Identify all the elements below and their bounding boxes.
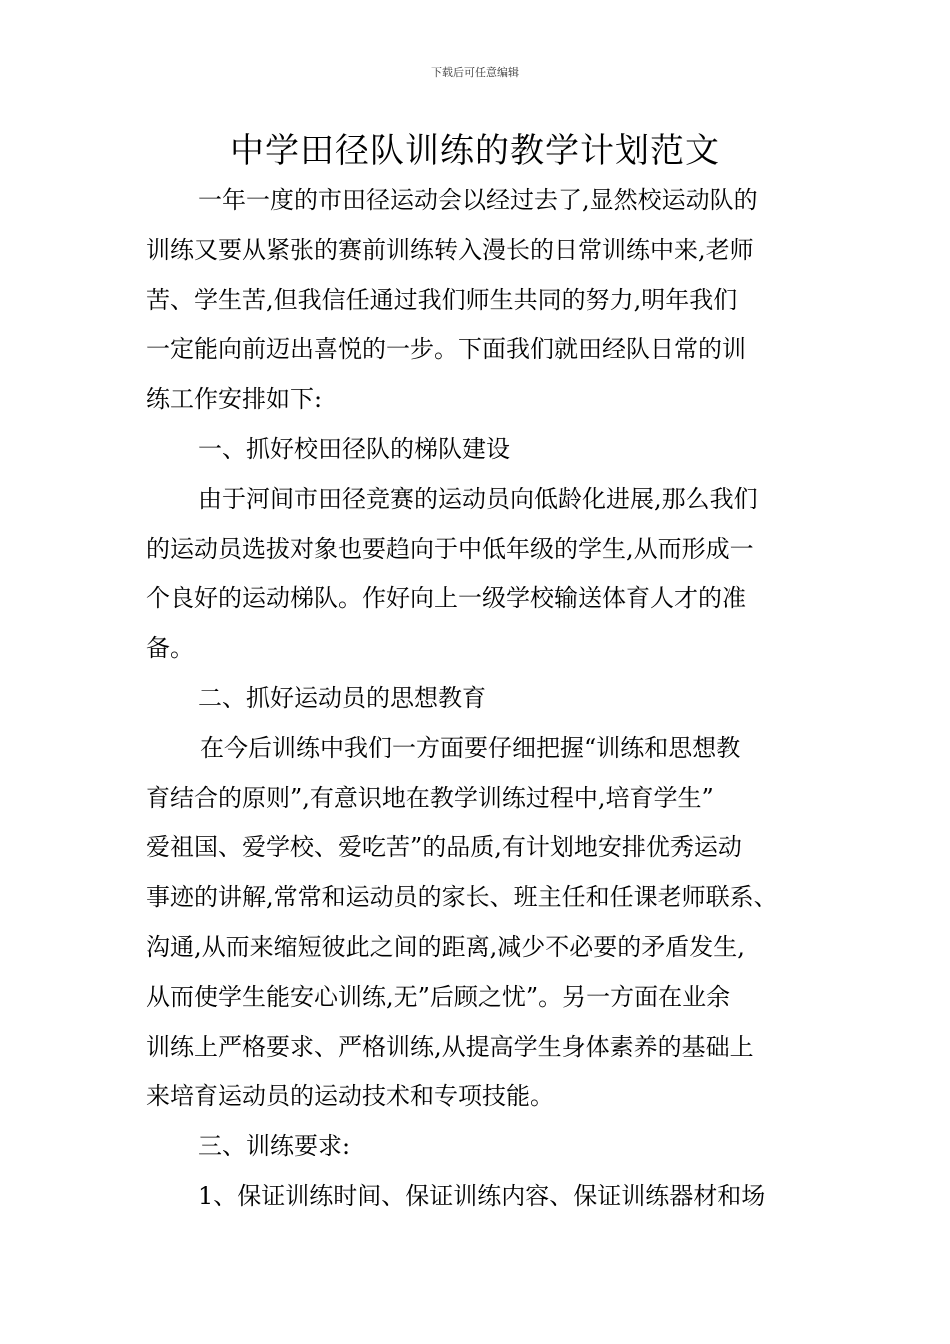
- paragraph-line: 来培育运动员的运动技术和专项技能。: [146, 1082, 554, 1111]
- paragraph-line: 训练上严格要求、严格训练,从提高学生身体素养的基础上: [146, 1032, 754, 1061]
- paragraph-line: 事迹的讲解,常常和运动员的家长、班主任和任课老师联系、: [146, 883, 778, 912]
- paragraph-line: 一定能向前迈出喜悦的一步。下面我们就田经队日常的训: [146, 335, 746, 364]
- paragraph-line: 爱祖国、爱学校、爱吃苦”的品质,有计划地安排优秀运动: [146, 833, 742, 862]
- paragraph-line: 从而使学生能安心训练,无”后顾之忧”。另一方面在业余: [146, 982, 731, 1011]
- section-heading: 二、抓好运动员的思想教育: [198, 683, 486, 712]
- page-header-note: 下载后可任意编辑: [431, 66, 519, 79]
- paragraph-line: 苦、学生苦,但我信任通过我们师生共同的努力,明年我们: [146, 285, 738, 314]
- paragraph-line: 的运动员选拔对象也要趋向于中低年级的学生,从而形成一: [146, 534, 754, 563]
- paragraph-line: 训练又要从紧张的赛前训练转入漫长的日常训练中来,老师: [146, 235, 754, 264]
- paragraph-line: 由于河间市田径竞赛的运动员向低龄化进展,那么我们: [198, 484, 758, 513]
- paragraph-line: 在今后训练中我们一方面要仔细把握“训练和思想教: [200, 733, 741, 762]
- document-title: 中学田径队训练的教学计划范文: [230, 131, 720, 171]
- section-heading: 一、抓好校田径队的梯队建设: [198, 434, 510, 463]
- paragraph-line: 育结合的原则”,有意识地在教学训练过程中,培育学生”: [146, 783, 714, 812]
- document-body: [146, 176, 826, 1222]
- paragraph-line: 一年一度的市田径运动会以经过去了,显然校运动队的: [198, 186, 758, 214]
- paragraph-line: 练工作安排如下:: [146, 385, 323, 414]
- section-heading: 三、训练要求:: [198, 1132, 351, 1161]
- paragraph-line: 沟通,从而来缩短彼此之间的距离,减少不必要的矛盾发生,: [146, 932, 745, 961]
- paragraph-line: 个良好的运动梯队。作好向上一级学校输送体育人才的准: [146, 584, 746, 613]
- paragraph-line: 备。: [146, 634, 194, 663]
- paragraph-line: 1、保证训练时间、保证训练内容、保证训练器材和场: [198, 1181, 766, 1210]
